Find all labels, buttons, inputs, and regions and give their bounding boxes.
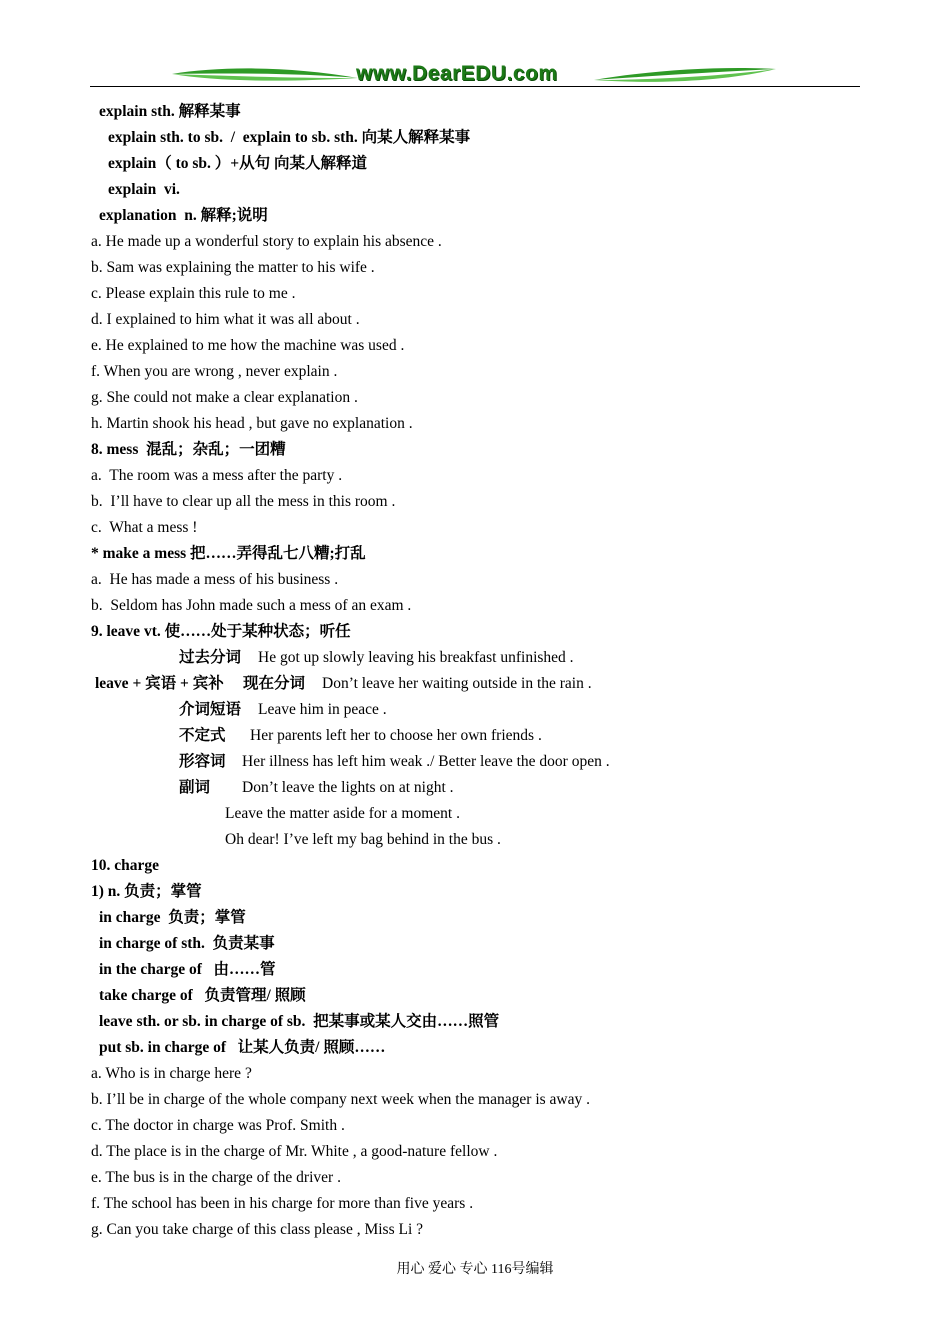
example-sentence: Her parents left her to choose her own friends .	[250, 727, 542, 744]
example-sentence: h. Martin shook his head , but gave no explanation .	[91, 415, 413, 432]
text-line: explanation n. 解释;说明	[99, 207, 268, 224]
phrase-item: in charge 负责；掌管	[99, 909, 246, 926]
section-heading: 10. charge	[91, 857, 160, 874]
example-sentence: a. Who is in charge here ?	[91, 1065, 252, 1082]
example-sentence: a. He has made a mess of his business .	[91, 571, 339, 588]
example-sentence: Don’t leave the lights on at night .	[242, 779, 454, 796]
right-swoosh-logo	[592, 66, 778, 86]
text-line: explain（ to sb. ）+从句 向某人解释道	[108, 155, 368, 172]
example-sentence: Oh dear! I’ve left my bag behind in the bus .	[225, 831, 501, 848]
phrase-item: take charge of 负责管理/ 照顾	[99, 987, 306, 1004]
page-header	[0, 0, 950, 90]
phrase-item: in the charge of 由……管	[99, 961, 276, 978]
example-sentence: b. I’ll be in charge of the whole company next week when the manager is away .	[91, 1091, 590, 1108]
example-sentence: e. The bus is in the charge of the driver .	[91, 1169, 341, 1186]
example-sentence: e. He explained to me how the machine was used .	[91, 337, 405, 354]
page-footer: 用心 爱心 专心 116号编辑	[396, 1262, 554, 1277]
left-swoosh-logo	[170, 64, 360, 86]
structure-label: 过去分词	[179, 649, 242, 666]
example-sentence: Don’t leave her waiting outside in the rain .	[322, 675, 592, 692]
sub-heading: 1) n. 负责；掌管	[91, 883, 202, 900]
text-line: explain vi.	[108, 181, 180, 198]
text-line: explain sth. to sb. / explain to sb. sth. 向某人解释某事	[108, 129, 471, 146]
structure-formula: leave + 宾语 + 宾补	[95, 675, 224, 692]
phrase-item: put sb. in charge of 让某人负责/ 照顾……	[99, 1039, 386, 1056]
example-sentence: Leave him in peace .	[258, 701, 387, 718]
example-sentence: b. Sam was explaining the matter to his wife .	[91, 259, 375, 276]
example-sentence: b. I’ll have to clear up all the mess in this room .	[91, 493, 396, 510]
phrase-item: leave sth. or sb. in charge of sb. 把某事或某人交由……照管	[99, 1013, 500, 1030]
example-sentence: g. Can you take charge of this class please , Miss Li ?	[91, 1221, 424, 1238]
example-sentence: Her illness has left him weak ./ Better leave the door open .	[242, 753, 610, 770]
phrase-item: in charge of sth. 负责某事	[99, 935, 275, 952]
structure-label: 现在分词	[243, 675, 306, 692]
text-line: explain sth. 解释某事	[99, 103, 241, 120]
example-sentence: f. The school has been in his charge for more than five years .	[91, 1195, 474, 1212]
example-sentence: c. The doctor in charge was Prof. Smith .	[91, 1117, 345, 1134]
phrase-heading: * make a mess 把……弄得乱七八糟;打乱	[91, 545, 366, 562]
site-logo-text: www.DearEDU.com	[356, 62, 558, 85]
example-sentence: a. The room was a mess after the party .	[91, 467, 343, 484]
structure-label: 形容词	[179, 753, 226, 770]
section-heading: 8. mess 混乱；杂乱；一团糟	[91, 441, 286, 458]
example-sentence: f. When you are wrong , never explain .	[91, 363, 338, 380]
example-sentence: d. I explained to him what it was all about .	[91, 311, 360, 328]
section-heading: 9. leave vt. 使……处于某种状态；听任	[91, 623, 351, 640]
example-sentence: g. She could not make a clear explanation .	[91, 389, 358, 406]
example-sentence: c. What a mess !	[91, 519, 198, 536]
header-rule	[90, 86, 860, 87]
structure-label: 副词	[179, 779, 211, 796]
example-sentence: a. He made up a wonderful story to explain his absence .	[91, 233, 442, 250]
structure-label: 不定式	[179, 727, 226, 744]
example-sentence: c. Please explain this rule to me .	[91, 285, 296, 302]
example-sentence: Leave the matter aside for a moment .	[225, 805, 460, 822]
example-sentence: b. Seldom has John made such a mess of an exam .	[91, 597, 412, 614]
example-sentence: He got up slowly leaving his breakfast unfinished .	[258, 649, 574, 666]
example-sentence: d. The place is in the charge of Mr. White , a good-nature fellow .	[91, 1143, 498, 1160]
structure-label: 介词短语	[179, 701, 242, 718]
